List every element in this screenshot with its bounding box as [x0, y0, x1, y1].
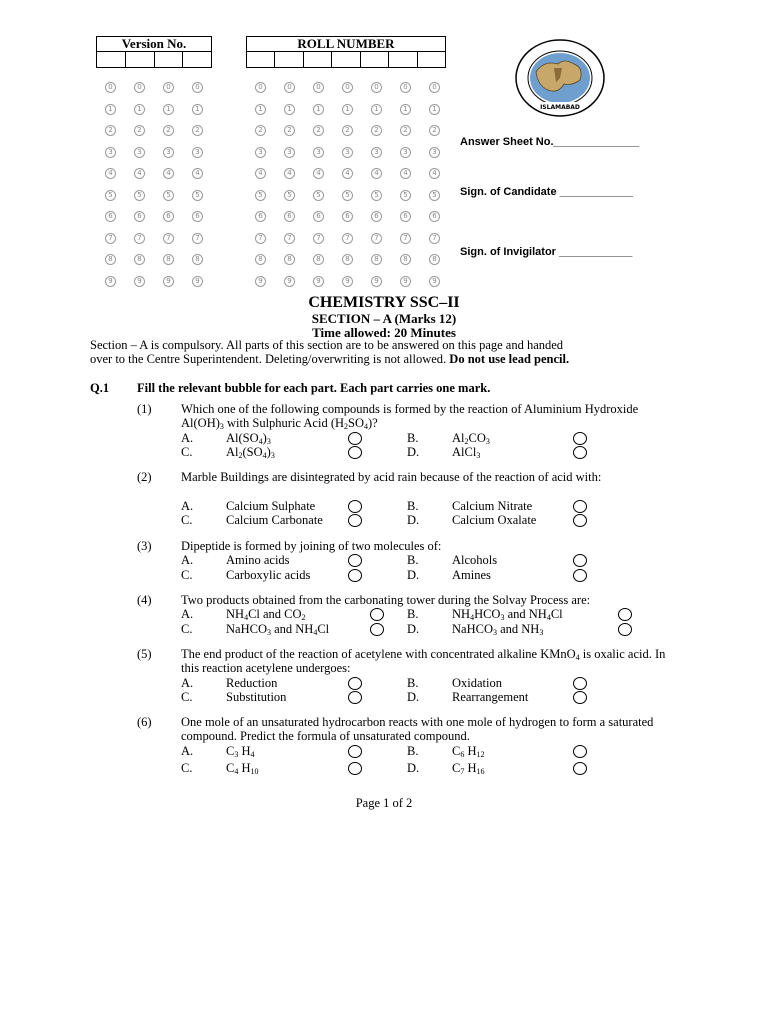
digit-bubble[interactable]: 6 [105, 211, 116, 222]
digit-bubble[interactable]: 1 [134, 104, 145, 115]
option-letter: D. [407, 761, 420, 775]
digit-bubble[interactable]: 2 [342, 125, 353, 136]
digit-bubble[interactable]: 7 [342, 233, 353, 244]
option-letter: C. [181, 568, 193, 582]
digit-bubble[interactable]: 2 [400, 125, 411, 136]
part-question-text: One mole of an unsaturated hydrocarbon reacts with one mole of hydrogen to form a saturated compound. Predict the formula of unsaturated compound. [181, 715, 654, 743]
digit-bubble[interactable]: 5 [163, 190, 174, 201]
digit-bubble[interactable]: 3 [429, 147, 440, 158]
answer-bubble[interactable] [348, 745, 362, 758]
digit-bubble[interactable]: 9 [105, 276, 116, 287]
option-text: Carboxylic acids [226, 568, 311, 582]
digit-bubble[interactable]: 9 [429, 276, 440, 287]
digit-bubble[interactable]: 2 [192, 125, 203, 136]
digit-bubble[interactable]: 7 [313, 233, 324, 244]
answer-bubble[interactable] [573, 432, 587, 445]
roll-number-label: ROLL NUMBER [247, 37, 445, 52]
digit-bubble[interactable]: 4 [105, 168, 116, 179]
digit-bubble[interactable]: 4 [342, 168, 353, 179]
digit-bubble[interactable]: 7 [163, 233, 174, 244]
digit-bubble[interactable]: 4 [134, 168, 145, 179]
digit-bubble[interactable]: 9 [342, 276, 353, 287]
answer-bubble[interactable] [348, 432, 362, 445]
answer-bubble[interactable] [573, 554, 587, 567]
option-letter: A. [181, 607, 194, 621]
part-question-text: Two products obtained from the carbonating tower during the Solvay Process are: [181, 593, 591, 607]
digit-bubble[interactable]: 2 [163, 125, 174, 136]
roll-number-cells[interactable] [247, 52, 445, 68]
digit-bubble[interactable]: 2 [284, 125, 295, 136]
option-letter: D. [407, 568, 420, 582]
option-letter: B. [407, 607, 419, 621]
option-letter: A. [181, 499, 194, 513]
digit-bubble[interactable]: 5 [342, 190, 353, 201]
digit-bubble[interactable]: 0 [313, 82, 324, 93]
option-letter: C. [181, 690, 193, 704]
option-letter: B. [407, 499, 419, 513]
digit-bubble[interactable]: 6 [342, 211, 353, 222]
digit-bubble[interactable]: 0 [284, 82, 295, 93]
option-text: $C_7$ $H_{16}$ [452, 761, 485, 776]
option-letter: D. [407, 690, 420, 704]
digit-bubble[interactable]: 4 [400, 168, 411, 179]
answer-bubble[interactable] [348, 762, 362, 775]
option-text: Amines [452, 568, 491, 582]
option-letter: B. [407, 553, 419, 567]
bubble-column [371, 82, 385, 297]
option-text: Oxidation [452, 676, 502, 690]
question-number: Q.1 [90, 381, 110, 395]
digit-bubble[interactable]: 3 [105, 147, 116, 158]
option-text: $C_4$ $H_{10}$ [226, 761, 259, 776]
board-logo-emblem [514, 38, 606, 118]
digit-bubble[interactable]: 0 [163, 82, 174, 93]
digit-bubble[interactable]: 7 [105, 233, 116, 244]
answer-bubble[interactable] [573, 446, 587, 459]
bubble-column [192, 82, 206, 297]
option-letter: C. [181, 445, 193, 459]
option-text: Rearrangement [452, 690, 529, 704]
digit-bubble[interactable]: 8 [313, 254, 324, 265]
digit-bubble[interactable]: 1 [255, 104, 266, 115]
bubble-column [313, 82, 327, 297]
digit-bubble[interactable]: 0 [255, 82, 266, 93]
option-text: Calcium Sulphate [226, 499, 316, 513]
digit-bubble[interactable]: 3 [192, 147, 203, 158]
section-heading: SECTION – A (Marks 12) [311, 311, 457, 326]
part-question-text: Which one of the following compounds is formed by the reaction of Aluminium Hydroxide $Al(OH)_3$ with Sulphuric Acid $(H_2SO_4)$? [181, 402, 639, 431]
option-text: Calcium Carbonate [226, 513, 323, 527]
answer-bubble[interactable] [348, 691, 362, 704]
digit-bubble[interactable]: 8 [400, 254, 411, 265]
answer-bubble[interactable] [348, 677, 362, 690]
digit-bubble[interactable]: 7 [429, 233, 440, 244]
option-text: $Al_2(SO_4)_3$ [226, 445, 275, 460]
digit-bubble[interactable]: 7 [134, 233, 145, 244]
option-text: $Al_2CO_3$ [452, 431, 490, 446]
option-text: Calcium Oxalate [452, 513, 537, 527]
digit-bubble[interactable]: 2 [255, 125, 266, 136]
bubble-column [134, 82, 148, 297]
digit-bubble[interactable]: 2 [134, 125, 145, 136]
instructions-warning: Do not use lead pencil. [449, 352, 570, 366]
digit-bubble[interactable]: 5 [400, 190, 411, 201]
answer-bubble[interactable] [370, 608, 384, 621]
answer-bubble[interactable] [573, 569, 587, 582]
digit-bubble[interactable]: 5 [371, 190, 382, 201]
digit-bubble[interactable]: 1 [163, 104, 174, 115]
digit-bubble[interactable]: 3 [163, 147, 174, 158]
digit-bubble[interactable]: 9 [371, 276, 382, 287]
digit-bubble[interactable]: 3 [255, 147, 266, 158]
digit-bubble[interactable]: 5 [284, 190, 295, 201]
digit-bubble[interactable]: 2 [313, 125, 324, 136]
bubble-column [429, 82, 443, 297]
digit-bubble[interactable]: 5 [192, 190, 203, 201]
bubble-column [284, 82, 298, 297]
option-text: Alcohols [452, 553, 498, 567]
option-letter: C. [181, 513, 193, 527]
digit-bubble[interactable]: 7 [255, 233, 266, 244]
digit-bubble[interactable]: 1 [192, 104, 203, 115]
digit-bubble[interactable]: 1 [313, 104, 324, 115]
digit-bubble[interactable]: 3 [342, 147, 353, 158]
digit-bubble[interactable]: 6 [429, 211, 440, 222]
digit-bubble[interactable]: 4 [429, 168, 440, 179]
digit-bubble[interactable]: 4 [192, 168, 203, 179]
digit-bubble[interactable]: 2 [371, 125, 382, 136]
option-text: $NH_4Cl$ and $CO_2$ [226, 607, 306, 622]
digit-bubble[interactable]: 8 [255, 254, 266, 265]
digit-bubble[interactable]: 6 [313, 211, 324, 222]
digit-bubble[interactable]: 5 [429, 190, 440, 201]
option-text: NaHCO$_3$ and $NH_4Cl$ [226, 622, 330, 637]
bubble-column [105, 82, 119, 297]
version-number-box [96, 36, 212, 68]
answer-bubble[interactable] [573, 762, 587, 775]
digit-bubble[interactable]: 7 [400, 233, 411, 244]
digit-bubble[interactable]: 6 [163, 211, 174, 222]
digit-bubble[interactable]: 8 [134, 254, 145, 265]
digit-bubble[interactable]: 1 [371, 104, 382, 115]
part-number: (2) [137, 470, 152, 484]
digit-bubble[interactable]: 8 [429, 254, 440, 265]
digit-bubble[interactable]: 7 [371, 233, 382, 244]
option-text: Reduction [226, 676, 278, 690]
digit-bubble[interactable]: 3 [284, 147, 295, 158]
digit-bubble[interactable]: 1 [284, 104, 295, 115]
digit-bubble[interactable]: 6 [284, 211, 295, 222]
digit-bubble[interactable]: 2 [429, 125, 440, 136]
digit-bubble[interactable]: 7 [192, 233, 203, 244]
time-allowed: Time allowed: 20 Minutes [312, 325, 456, 340]
digit-bubble[interactable]: 8 [105, 254, 116, 265]
option-letter: C. [181, 622, 193, 636]
digit-bubble[interactable]: 0 [134, 82, 145, 93]
digit-bubble[interactable]: 6 [400, 211, 411, 222]
digit-bubble[interactable]: 1 [342, 104, 353, 115]
option-letter: A. [181, 553, 194, 567]
answer-bubble[interactable] [573, 677, 587, 690]
digit-bubble[interactable]: 3 [371, 147, 382, 158]
answer-bubble[interactable] [348, 514, 362, 527]
answer-bubble[interactable] [348, 569, 362, 582]
digit-bubble[interactable]: 2 [105, 125, 116, 136]
digit-bubble[interactable]: 0 [371, 82, 382, 93]
digit-bubble[interactable]: 9 [163, 276, 174, 287]
part-number: (4) [137, 593, 152, 607]
digit-bubble[interactable]: 4 [255, 168, 266, 179]
instructions-line-1: Section – A is compulsory. All parts of this section are to be answered on this page and handed [90, 338, 564, 352]
candidate-signature[interactable]: Sign. of Candidate ____________ [460, 186, 634, 198]
digit-bubble[interactable]: 4 [371, 168, 382, 179]
part-number: (6) [137, 715, 152, 729]
answer-bubble[interactable] [573, 745, 587, 758]
option-letter: B. [407, 676, 419, 690]
digit-bubble[interactable]: 9 [192, 276, 203, 287]
digit-bubble[interactable]: 5 [105, 190, 116, 201]
answer-bubble[interactable] [573, 691, 587, 704]
answer-bubble[interactable] [618, 608, 632, 621]
part-number: (1) [137, 402, 152, 416]
digit-bubble[interactable]: 4 [284, 168, 295, 179]
part-question-text: Dipeptide is formed by joining of two molecules of: [181, 539, 442, 553]
option-letter: D. [407, 513, 420, 527]
option-letter: A. [181, 431, 194, 445]
digit-bubble[interactable]: 6 [371, 211, 382, 222]
option-text: AlCl$_3$ [452, 445, 481, 460]
answer-bubble[interactable] [348, 554, 362, 567]
digit-bubble[interactable]: 9 [284, 276, 295, 287]
option-text: Substitution [226, 690, 287, 704]
instructions-text: over to the Centre Superintendent. Deleting/overwriting is not allowed. [90, 352, 447, 366]
digit-bubble[interactable]: 3 [313, 147, 324, 158]
digit-bubble[interactable]: 6 [255, 211, 266, 222]
digit-bubble[interactable]: 3 [400, 147, 411, 158]
digit-bubble[interactable]: 8 [192, 254, 203, 265]
part-question-text: The end product of the reaction of acetylene with concentrated alkaline KMnO$_4$ is oxalic acid. In this reaction acetylene undergoes: [181, 647, 666, 675]
digit-bubble[interactable]: 0 [400, 82, 411, 93]
instructions-line-2 [90, 352, 690, 367]
digit-bubble[interactable]: 8 [342, 254, 353, 265]
part-question-text: Marble Buildings are disintegrated by acid rain because of the reaction of acid with: [181, 470, 602, 484]
part-number: (3) [137, 539, 152, 553]
digit-bubble[interactable]: 0 [192, 82, 203, 93]
invigilator-signature[interactable]: Sign. of Invigilator ____________ [460, 246, 633, 258]
bubble-column [400, 82, 414, 297]
answer-bubble[interactable] [370, 623, 384, 636]
version-number-label: Version No. [97, 37, 211, 52]
digit-bubble[interactable]: 6 [192, 211, 203, 222]
option-letter: B. [407, 431, 419, 445]
answer-sheet-number[interactable]: Answer Sheet No.______________ [460, 136, 640, 148]
option-letter: D. [407, 622, 420, 636]
digit-bubble[interactable]: 1 [429, 104, 440, 115]
option-letter: B. [407, 744, 419, 758]
option-letter: C. [181, 761, 193, 775]
bubble-column [342, 82, 356, 297]
digit-bubble[interactable]: 0 [342, 82, 353, 93]
option-letter: A. [181, 676, 194, 690]
answer-bubble[interactable] [573, 500, 587, 513]
digit-bubble[interactable]: 8 [163, 254, 174, 265]
answer-bubble[interactable] [348, 446, 362, 459]
option-text: NaHCO$_3$ and $NH_3$ [452, 622, 544, 637]
digit-bubble[interactable]: 7 [284, 233, 295, 244]
digit-bubble[interactable]: 1 [105, 104, 116, 115]
option-text: $NH_4HCO_3$ and $NH_4Cl$ [452, 607, 563, 622]
part-number: (5) [137, 647, 152, 661]
option-letter: A. [181, 744, 194, 758]
digit-bubble[interactable]: 4 [313, 168, 324, 179]
option-text: $Al(SO_4)_3$ [226, 431, 271, 446]
digit-bubble[interactable]: 0 [429, 82, 440, 93]
digit-bubble[interactable]: 0 [105, 82, 116, 93]
digit-bubble[interactable]: 4 [163, 168, 174, 179]
digit-bubble[interactable]: 5 [134, 190, 145, 201]
bubble-column [163, 82, 177, 297]
bubble-column [255, 82, 269, 297]
option-text: Calcium Nitrate [452, 499, 533, 513]
digit-bubble[interactable]: 9 [313, 276, 324, 287]
digit-bubble[interactable]: 5 [255, 190, 266, 201]
option-text: $C_6$ $H_{12}$ [452, 744, 485, 759]
answer-bubble[interactable] [573, 514, 587, 527]
answer-bubble[interactable] [618, 623, 632, 636]
roll-number-box [246, 36, 446, 68]
digit-bubble[interactable]: 6 [134, 211, 145, 222]
svg-text:ISLAMABAD: ISLAMABAD [540, 104, 580, 111]
digit-bubble[interactable]: 8 [371, 254, 382, 265]
answer-bubble[interactable] [348, 500, 362, 513]
page-number: Page 1 of 2 [355, 796, 413, 810]
digit-bubble[interactable]: 9 [400, 276, 411, 287]
digit-bubble[interactable]: 9 [134, 276, 145, 287]
digit-bubble[interactable]: 3 [134, 147, 145, 158]
exam-title: CHEMISTRY SSC–II [308, 294, 460, 311]
option-text: $C_3$ $H_4$ [226, 744, 255, 759]
digit-bubble[interactable]: 1 [400, 104, 411, 115]
option-letter: D. [407, 445, 420, 459]
option-text: Amino acids [226, 553, 290, 567]
version-number-cells[interactable] [97, 52, 211, 68]
digit-bubble[interactable]: 5 [313, 190, 324, 201]
question-heading: Fill the relevant bubble for each part. Each part carries one mark. [137, 381, 491, 395]
digit-bubble[interactable]: 9 [255, 276, 266, 287]
digit-bubble[interactable]: 8 [284, 254, 295, 265]
